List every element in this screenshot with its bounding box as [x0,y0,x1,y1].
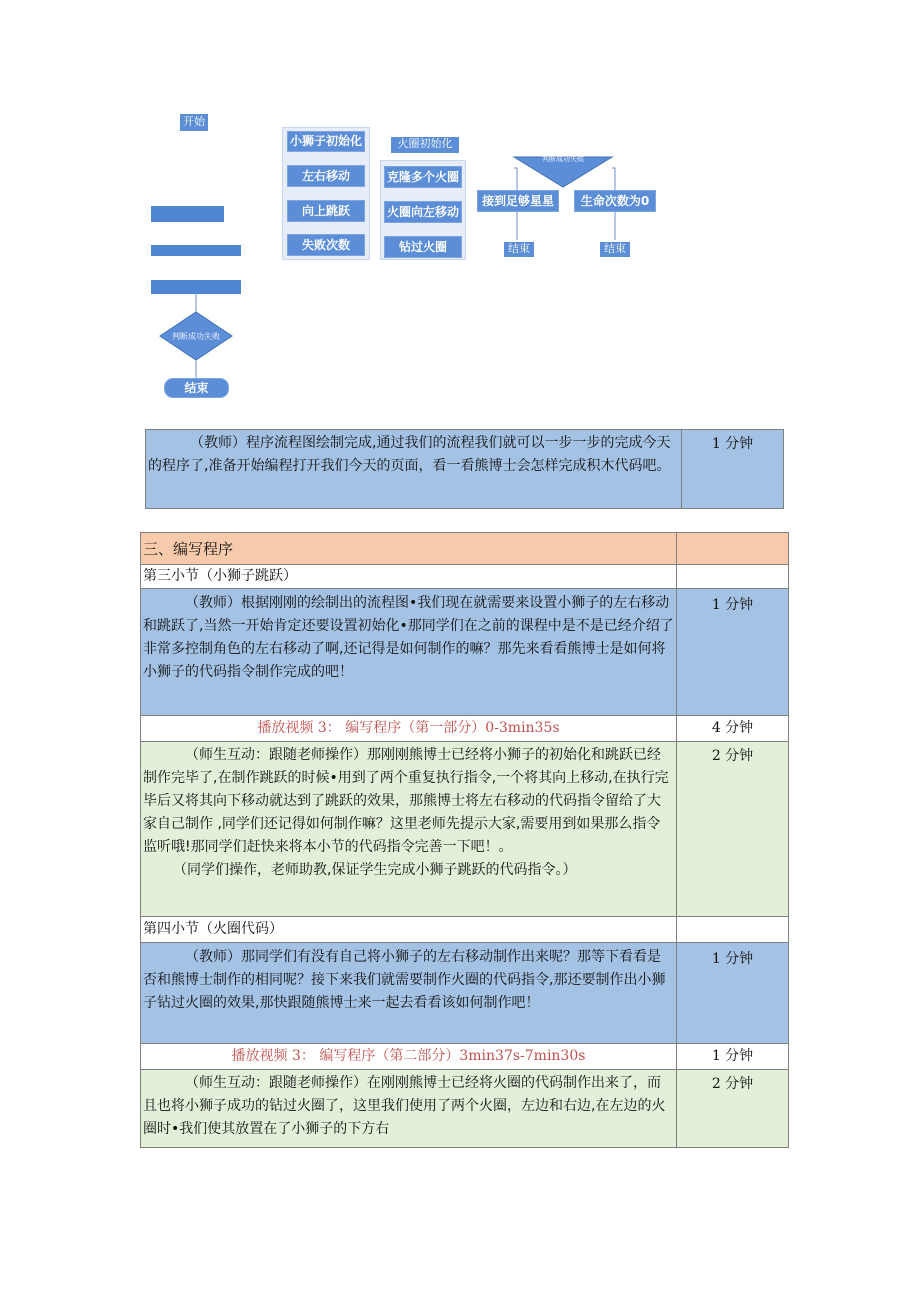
judge-decision-label: 判断成功失败 [542,155,584,163]
sub4-teacher-duration: 1 分钟 [677,943,789,1044]
sub3-practice: （同学们操作，老师助教,保证学生完成小狮子跳跃的代码指令。） [173,862,577,878]
judge-branch-left: 接到足够星星 [477,190,559,212]
table-row [141,742,789,917]
table-row [146,430,784,509]
judge-end-right: 结束 [600,242,630,257]
sub3-title-blank [677,565,789,589]
section-title: 三、编写程序 [141,533,677,565]
table-row [141,565,789,589]
sub3-interaction-cell [141,742,677,917]
table-row [141,1044,789,1070]
sub3-video-duration: 4 分钟 [677,716,789,742]
sub3-title: 第三小节（小狮子跳跃） [141,565,677,589]
sub4-interaction-duration: 2 分钟 [677,1070,789,1148]
section-table [140,532,789,1148]
flow-end: 结束 [164,378,229,398]
table-row [141,533,789,565]
fire-step-3: 钻过火圈 [384,236,462,258]
sub4-interaction: （师生互动：跟随老师操作）在刚刚熊博士已经将火圈的代码制作出来了，而且也将小狮子成功的钻过火圈了，这里我们使用了两个火圈，左边和右边,在左边的火圈时•我们使其放置在了小狮子的下方右 [141,1070,677,1148]
table-row [141,716,789,742]
section-title-blank [677,533,789,565]
sub4-video-duration: 1 分钟 [677,1044,789,1070]
fire-step-1: 克隆多个火圈 [384,166,462,188]
fire-step-2: 火圈向左移动 [384,201,462,223]
intro-duration: 1 分钟 [682,430,784,509]
sub4-video: 播放视频 3： 编写程序（第二部分）3min37s-7min30s [141,1044,677,1070]
sub4-teacher: （教师）那同学们有没有自己将小狮子的左右移动制作出来呢？那等下看看是否和熊博士制作的相同呢？接下来我们就需要制作火圈的代码指令,那还要制作出小狮子钻过火圈的效果,那快跟随熊博士来一起去看看该如何制作吧！ [141,943,677,1044]
sub4-title: 第四小节（火圈代码） [141,917,677,943]
intro-text: （教师）程序流程图绘制完成,通过我们的流程我们就可以一步一步的完成今天的程序了,准备开始编程打开我们今天的页面，看一看熊博士会怎样完成积木代码吧。 [146,430,682,509]
judge-branch-right: 生命次数为0 [574,190,656,212]
sub3-video: 播放视频 3： 编写程序（第一部分）0-3min35s [141,716,677,742]
lion-step-2: 左右移动 [287,165,365,187]
flow-start: 开始 [180,114,208,131]
table-row [141,917,789,943]
table-row [141,1070,789,1148]
sub3-teacher: （教师）根据刚刚的绘制出的流程图•我们现在就需要来设置小狮子的左右移动和跳跃了,当然一开始肯定还要设置初始化•那同学们在之前的课程中是不是已经介绍了非常多控制角色的左右移动了啊,还记得是如何制作的嘛？那先来看看熊博士是如何将小狮子的代码指令制作完成的吧！ [141,589,677,716]
judge-end-left: 结束 [504,242,534,257]
left-decision-label: 判断成功失败 [172,332,220,341]
sub3-teacher-duration: 1 分钟 [677,589,789,716]
lion-step-3: 向上跳跃 [287,200,365,222]
sub4-title-blank [677,917,789,943]
table-row [141,589,789,716]
fire-title: 火圈初始化 [391,137,459,153]
table-row [141,943,789,1044]
sub3-interaction-duration: 2 分钟 [677,742,789,917]
intro-table [145,429,784,509]
lion-step-4: 失败次数 [287,234,365,256]
lion-step-1: 小狮子初始化 [287,131,365,152]
sub3-interaction: （师生互动：跟随老师操作）那刚刚熊博士已经将小狮子的初始化和跳跃已经制作完毕了,在制作跳跃的时候•用到了两个重复执行指令,一个将其向上移动,在执行完毕后又将其向下移动就达到了跳跃的效果，那熊博士将左右移动的代码指令留给了大家自己制作 ,同学们还记得如何制作嘛？这里老师先提示大家,需要用到如果那么指令监听哦!那同学们赶快来将本小节的代码指令完善一下吧！。 [143,747,669,855]
